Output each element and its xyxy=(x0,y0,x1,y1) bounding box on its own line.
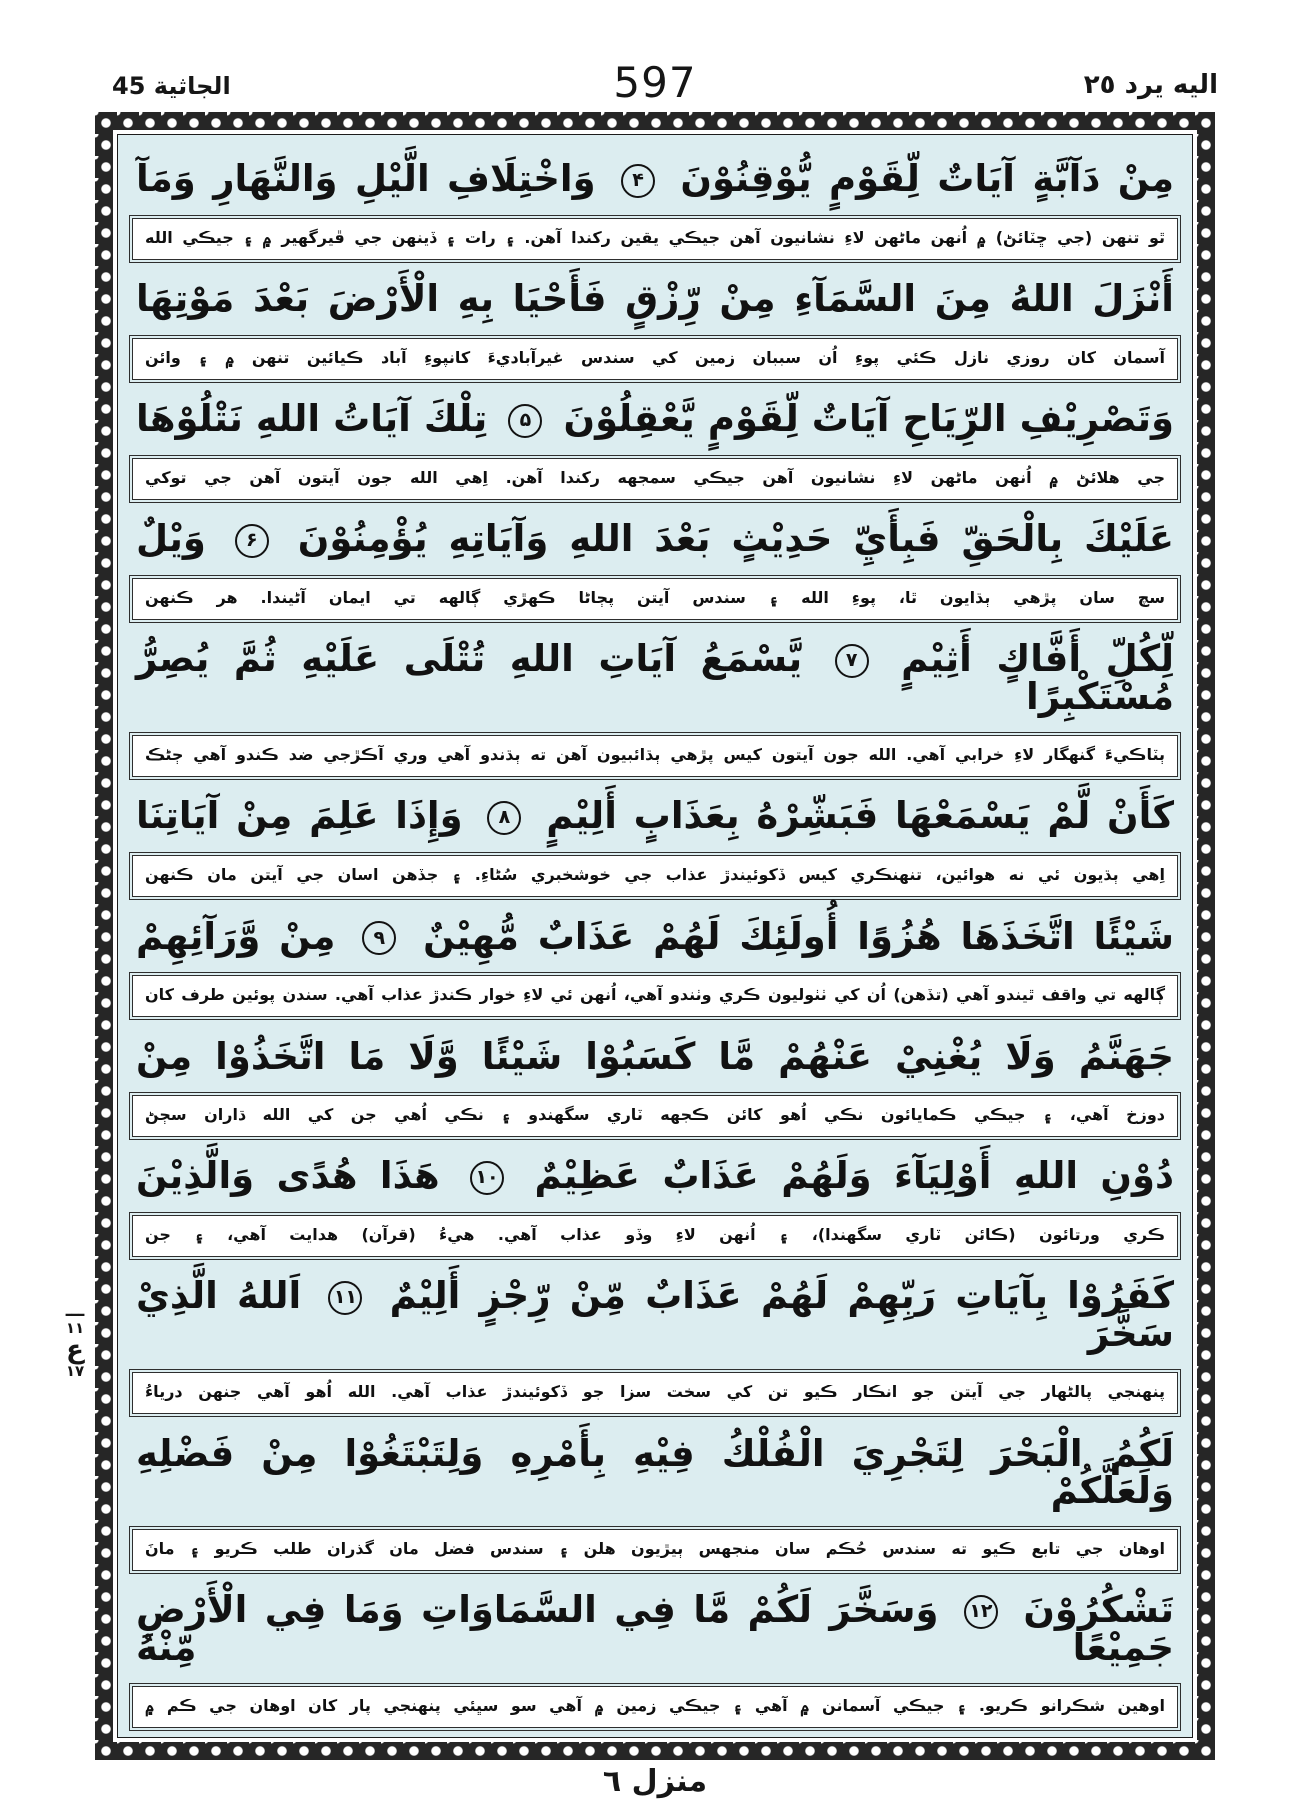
manzil-label: منزل ٦ xyxy=(602,1764,708,1799)
translation-line: اوهان جي تابع ڪيو ته سندس حُڪم سان منجهس ٻيڙيون هلن ۽ سندس فضل مان گذران طلب ڪريو ۽ مانَ xyxy=(132,1529,1178,1571)
page-header xyxy=(0,58,1310,110)
ruku-lower-number: ۱۷ xyxy=(65,1361,85,1380)
page-number: 597 xyxy=(613,58,697,107)
arabic-text-segment: وَسَخَّرَ لَكُمْ مَّا فِي السَّمَاوَاتِ وَمَا فِي الْأَرْضِ جَمِيْعًا مِّنْهُ xyxy=(136,1588,1174,1669)
arabic-text-segment: أَنْزَلَ اللهُ مِنَ السَّمَآءِ مِنْ رِّزْقٍ فَأَحْيَا بِهِ الْأَرْضَ بَعْدَ مَوْتِهَا xyxy=(136,277,1174,321)
translation-line: اوهين شڪرانو ڪريو. ۽ جيڪي آسمانن ۾ آهي ۽ جيڪي زمين ۾ آهي سو سڀئي پنهنجي پار کان اوهان جي ڪم ۾ xyxy=(132,1686,1178,1728)
quran-arabic-line xyxy=(130,623,1180,732)
verse-number-badge: ۶ xyxy=(235,524,269,558)
translation-line: سچ سان پڙهي ٻڌايون ٿا، پوءِ الله ۽ سندس آيتن پڄاڻا ڪهڙي ڳالهه تي ايمان آڻيندا. هر ڪنهن xyxy=(132,578,1178,620)
arabic-text-segment: جَهَنَّمُ وَلَا يُغْنِيْ عَنْهُمْ مَّا كَسَبُوْا شَيْئًا وَّلَا مَا اتَّخَذُوْا مِنْ xyxy=(136,1034,1174,1078)
quran-arabic-line xyxy=(130,900,1180,972)
translation-line: پنهنجي پالڻهار جي آيتن جو انڪار ڪيو تن کي سخت سزا جو ڏکوئيندڙ عذاب آهي. الله اُهو آهي جنهن درياءُ xyxy=(132,1372,1178,1414)
page-footer xyxy=(0,1764,1310,1799)
arabic-text-segment: لَكُمُ الْبَحْرَ لِتَجْرِيَ الْفُلْكُ فِيْهِ بِأَمْرِهِ وَلِتَبْتَغُوْا مِنْ فَضْلِهِ وَلَعَلَّكُمْ xyxy=(136,1431,1174,1512)
surah-name-label: الجاثية 45 xyxy=(112,72,231,100)
verse-number-badge: ۴ xyxy=(621,164,655,198)
arabic-text-segment: يَّسْمَعُ آيَاتِ اللهِ تُتْلَى عَلَيْهِ ثُمَّ يُصِرُّ مُسْتَكْبِرًا xyxy=(136,637,1174,718)
verse-number-badge: ۱۲ xyxy=(964,1595,998,1629)
arabic-text-segment: لِّكُلِّ أَفَّاكٍ أَثِيْمٍ xyxy=(901,637,1174,681)
verse-number-badge: ۵ xyxy=(508,404,542,438)
translation-line: ٻٽاڪيءَ گنهگار لاءِ خرابي آهي. الله جون آيتون کيس پڙهي ٻڌائبيون آهن ته ٻڌندو آهي وري آڪڙجي ضد ڪندو آهي ڄڻڪ xyxy=(132,735,1178,777)
verse-number-badge: ۷ xyxy=(835,644,869,678)
quran-arabic-line xyxy=(130,1417,1180,1526)
arabic-text-segment: وَيْلٌ xyxy=(136,517,206,561)
quran-arabic-line xyxy=(130,503,1180,575)
translation-line: ٿو تنهن (جي ڇٽائڻ) ۾ اُنهن ماڻهن لاءِ نشانيون آهن جيڪي يقين رکندا آهن. ۽ رات ۽ ڏينهن جي ڦيرگهير ۾ ۽ جيڪي الله xyxy=(132,218,1178,260)
quran-arabic-line xyxy=(130,780,1180,852)
quran-arabic-line xyxy=(130,1260,1180,1369)
translation-line: ڪري ورتائون (ڪائن ٽاري سگهندا)، ۽ اُنهن لاءِ وڏو عذاب آهي. هيءُ (قرآن) هدايت آهي، ۽ جن xyxy=(132,1215,1178,1257)
arabic-text-segment: شَيْئًا اتَّخَذَهَا هُزُوًا أُولَئِكَ لَهُمْ عَذَابٌ مُّهِيْنٌ xyxy=(423,914,1175,958)
arabic-text-segment: دُوْنِ اللهِ أَوْلِيَآءَ وَلَهُمْ عَذَابٌ عَظِيْمٌ xyxy=(534,1154,1174,1198)
ruku-dash: ـــ xyxy=(65,1300,85,1321)
quran-arabic-line xyxy=(130,143,1180,215)
translation-line: جي هلائڻ ۾ اُنهن ماڻهن لاءِ نشانيون آهن جيڪي سمجهه رکندا آهن. اِهي الله جون آيتون آهن جي توکي xyxy=(132,458,1178,500)
arabic-text-segment: وَتَصْرِيْفِ الرِّيَاحِ آيَاتٌ لِّقَوْمٍ يَّعْقِلُوْنَ xyxy=(563,397,1174,441)
arabic-text-segment: مِنْ دَآبَّةٍ آيَاتٌ لِّقَوْمٍ يُّوْقِنُوْنَ xyxy=(680,157,1174,201)
arabic-text-segment: وَاخْتِلَافِ الَّيْلِ وَالنَّهَارِ وَمَآ xyxy=(136,157,596,201)
translation-line: اِهي ٻڌيون ئي نه هوائين، تنهنڪري کيس ڏکوئيندڙ عذاب جي خوشخبري سُڻاءِ. ۽ جڏهن اسان جي آيتن مان ڪنهن xyxy=(132,855,1178,897)
verse-number-badge: ۱۰ xyxy=(470,1161,504,1195)
ruku-ain-letter: ع xyxy=(66,1334,84,1365)
quran-arabic-line xyxy=(130,383,1180,455)
translation-line: دوزخ آهي، ۽ جيڪي ڪمايائون نڪي اُهو کائن ڪجهه ٽاري سگهندو ۽ نڪي اُهي جن کي الله ڌاران سڄڻ xyxy=(132,1095,1178,1137)
arabic-text-segment: كَفَرُوْا بِآيَاتِ رَبِّهِمْ لَهُمْ عَذَابٌ مِّنْ رِّجْزٍ أَلِيْمٌ xyxy=(389,1274,1175,1318)
quran-arabic-line xyxy=(130,1020,1180,1092)
chain-border-frame xyxy=(95,112,1215,1760)
translation-line: آسمان کان روزي نازل ڪئي پوءِ اُن سببان زمين کي سندس غيرآباديءَ کانپوءِ آباد ڪيائين تنهن ۾ ۽ وائن xyxy=(132,338,1178,380)
quran-arabic-line xyxy=(130,263,1180,335)
verse-number-badge: ۹ xyxy=(362,921,396,955)
arabic-text-segment: اَللهُ الَّذِيْ سَخَّرَ xyxy=(136,1274,1174,1355)
juz-name-label: اليه يرد ٢٥ xyxy=(1083,70,1218,100)
ruku-margin-marker xyxy=(54,1302,96,1380)
translation-line: ڳالهه تي واقف ٿيندو آهي (تڏهن) اُن کي ٺٺوليون ڪري وٺندو آهي، اُنهن ئي لاءِ خوار ڪندڙ عذاب آهي. سندن پوئين طرف کان xyxy=(132,975,1178,1017)
arabic-text-segment: كَأَنْ لَّمْ يَسْمَعْهَا فَبَشِّرْهُ بِعَذَابٍ أَلِيْمٍ xyxy=(546,794,1175,838)
text-panel xyxy=(117,134,1193,1738)
arabic-text-segment: هَذَا هُدًى وَالَّذِيْنَ xyxy=(136,1154,440,1198)
verse-number-badge: ۸ xyxy=(487,801,521,835)
arabic-text-segment: تَشْكُرُوْنَ xyxy=(1023,1588,1174,1632)
arabic-text-segment: عَلَيْكَ بِالْحَقِّ فَبِأَيِّ حَدِيْثٍ بَعْدَ اللهِ وَآيَاتِهِ يُؤْمِنُوْنَ xyxy=(297,517,1174,561)
arabic-text-segment: تِلْكَ آيَاتُ اللهِ نَتْلُوْهَا xyxy=(136,397,488,441)
quran-arabic-line xyxy=(130,1140,1180,1212)
verse-number-badge: ۱۱ xyxy=(328,1281,362,1315)
arabic-text-segment: وَإِذَا عَلِمَ مِنْ آيَاتِنَا xyxy=(136,794,463,838)
arabic-text-segment: مِنْ وَّرَآئِهِمْ xyxy=(136,914,336,958)
quran-arabic-line xyxy=(130,1574,1180,1683)
ruku-upper-number: ۱۱ xyxy=(65,1318,85,1337)
